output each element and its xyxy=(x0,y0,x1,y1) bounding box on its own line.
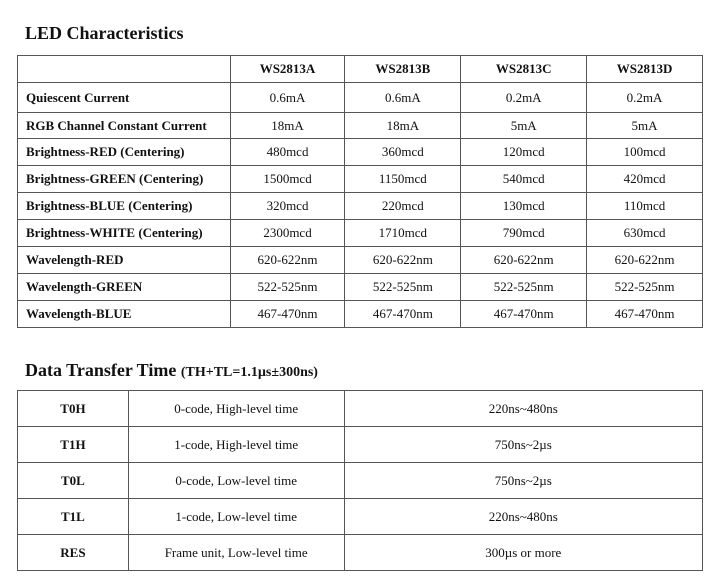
cell-value: 790mcd xyxy=(461,220,587,247)
table-row xyxy=(18,427,703,463)
timing-value: 300µs or more xyxy=(344,535,702,571)
data-transfer-time-table xyxy=(17,390,703,571)
cell-value: 522-525nm xyxy=(461,274,587,301)
cell-value: 110mcd xyxy=(587,193,703,220)
timing-value: 750ns~2µs xyxy=(344,463,702,499)
led-characteristics-title: LED Characteristics xyxy=(25,23,184,43)
timing-value: 750ns~2µs xyxy=(344,427,702,463)
cell-value: 522-525nm xyxy=(587,274,703,301)
cell-value: 480mcd xyxy=(230,139,345,166)
timing-code: RES xyxy=(18,535,129,571)
cell-value: 467-470nm xyxy=(587,301,703,328)
subtitle: (TH+TL=1.1µs±300ns) xyxy=(180,365,318,380)
timing-description: 0-code, Low-level time xyxy=(128,463,344,499)
title-text: Data Transfer Time xyxy=(25,360,177,380)
cell-value: 220mcd xyxy=(345,193,461,220)
cell-value: 1500mcd xyxy=(230,166,345,193)
row-label: RGB Channel Constant Current xyxy=(18,113,231,139)
cell-value: 630mcd xyxy=(587,220,703,247)
cell-value: 620-622nm xyxy=(461,247,587,274)
timing-description: Frame unit, Low-level time xyxy=(128,535,344,571)
table-row xyxy=(18,391,703,427)
cell-value: 120mcd xyxy=(461,139,587,166)
cell-value: 620-622nm xyxy=(345,247,461,274)
table-row xyxy=(18,463,703,499)
row-label: Brightness-GREEN (Centering) xyxy=(18,166,231,193)
cell-value: 467-470nm xyxy=(230,301,345,328)
timing-description: 0-code, High-level time xyxy=(128,391,344,427)
row-label: Wavelength-GREEN xyxy=(18,274,231,301)
table-row xyxy=(18,301,703,328)
cell-value: 130mcd xyxy=(461,193,587,220)
row-label: Brightness-RED (Centering) xyxy=(18,139,231,166)
table-row xyxy=(18,274,703,301)
cell-value: 420mcd xyxy=(587,166,703,193)
timing-code: T1L xyxy=(18,499,129,535)
table-row xyxy=(18,193,703,220)
cell-value: 0.2mA xyxy=(461,83,587,113)
cell-value: 0.6mA xyxy=(230,83,345,113)
cell-value: 18mA xyxy=(230,113,345,139)
cell-value: 620-622nm xyxy=(587,247,703,274)
cell-value: 18mA xyxy=(345,113,461,139)
column-header: WS2813B xyxy=(345,56,461,83)
table-row xyxy=(18,113,703,139)
row-label: Brightness-BLUE (Centering) xyxy=(18,193,231,220)
timing-value: 220ns~480ns xyxy=(344,391,702,427)
timing-description: 1-code, High-level time xyxy=(128,427,344,463)
cell-value: 5mA xyxy=(461,113,587,139)
timing-code: T0L xyxy=(18,463,129,499)
table-row xyxy=(18,535,703,571)
cell-value: 467-470nm xyxy=(461,301,587,328)
cell-value: 5mA xyxy=(587,113,703,139)
cell-value: 0.6mA xyxy=(345,83,461,113)
cell-value: 320mcd xyxy=(230,193,345,220)
table-row xyxy=(18,247,703,274)
cell-value: 467-470nm xyxy=(345,301,461,328)
timing-description: 1-code, Low-level time xyxy=(128,499,344,535)
table-row xyxy=(18,83,703,113)
cell-value: 0.2mA xyxy=(587,83,703,113)
row-label: Quiescent Current xyxy=(18,83,231,113)
cell-value: 1150mcd xyxy=(345,166,461,193)
column-header xyxy=(18,56,231,83)
cell-value: 2300mcd xyxy=(230,220,345,247)
column-header: WS2813D xyxy=(587,56,703,83)
cell-value: 522-525nm xyxy=(345,274,461,301)
table-row xyxy=(18,139,703,166)
row-label: Brightness-WHITE (Centering) xyxy=(18,220,231,247)
cell-value: 540mcd xyxy=(461,166,587,193)
data-transfer-time-title xyxy=(25,360,318,381)
column-header: WS2813A xyxy=(230,56,345,83)
cell-value: 1710mcd xyxy=(345,220,461,247)
cell-value: 620-622nm xyxy=(230,247,345,274)
cell-value: 522-525nm xyxy=(230,274,345,301)
led-characteristics-table xyxy=(17,55,703,328)
table-row xyxy=(18,166,703,193)
timing-code: T1H xyxy=(18,427,129,463)
table-row xyxy=(18,220,703,247)
timing-code: T0H xyxy=(18,391,129,427)
row-label: Wavelength-BLUE xyxy=(18,301,231,328)
table-row xyxy=(18,499,703,535)
cell-value: 360mcd xyxy=(345,139,461,166)
cell-value: 100mcd xyxy=(587,139,703,166)
column-header: WS2813C xyxy=(461,56,587,83)
row-label: Wavelength-RED xyxy=(18,247,231,274)
timing-value: 220ns~480ns xyxy=(344,499,702,535)
